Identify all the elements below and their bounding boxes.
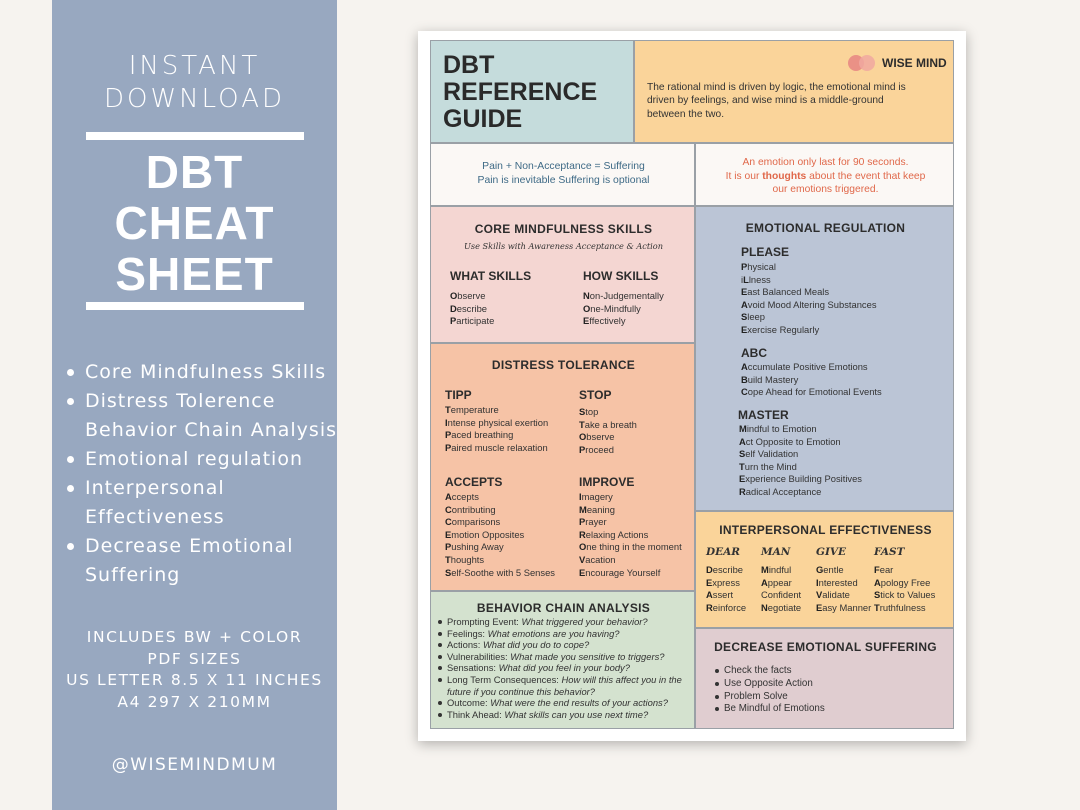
- instant-text: INSTANT: [128, 51, 261, 81]
- what-skills-list: Observe Describe Participate: [450, 290, 495, 327]
- feature-item: Behavior Chain Analysis: [85, 419, 338, 441]
- sheet-title: [443, 52, 597, 133]
- abc-title: ABC: [741, 346, 767, 360]
- mindfulness-title: CORE MINDFULNESS SKILLS: [474, 222, 653, 236]
- please-list: Physical iLlness East Balanced Meals Avoid Mood Altering Substances Sleep Exercise Regularly: [741, 261, 877, 335]
- abc-list: Accumulate Positive Emotions Build Mastery Cope Ahead for Emotional Events: [741, 361, 882, 398]
- emotion-text: An emotion only last for 90 seconds. It is our thoughts about the event that keep our emotions triggered.: [725, 157, 926, 195]
- wise-mind-box: [634, 40, 954, 143]
- feature-item: Distress Tolerence: [66, 387, 337, 416]
- stop-list: Stop Take a breath Observe Proceed: [579, 406, 637, 455]
- what-skills-title: WHAT SKILLS: [450, 269, 532, 283]
- chain-item: Vulnerabilities: What made you sensitive to triggers?: [437, 651, 682, 663]
- give-list: Gentle Interested Validate Easy Manner: [816, 564, 872, 613]
- distress-title: DISTRESS TOLERANCE: [491, 358, 636, 372]
- how-skills-title: HOW SKILLS: [583, 269, 659, 283]
- title-box: [430, 40, 634, 143]
- chain-item: Actions: What did you do to cope?: [437, 639, 682, 651]
- feature-item: Emotional regulation: [66, 445, 337, 474]
- improve-title: IMPROVE: [579, 475, 635, 489]
- sheet-title-line: DBT: [443, 51, 495, 79]
- emotional-title: EMOTIONAL REGULATION: [745, 221, 906, 235]
- feature-list: [66, 358, 337, 590]
- improve-list: Imagery Meaning Prayer Relaxing Actions One thing in the moment Vacation Encourage Yourself: [579, 491, 682, 578]
- promo-title-line: DBT: [145, 146, 244, 198]
- please-title: PLEASE: [741, 245, 790, 259]
- promo-title-line: SHEET: [115, 248, 274, 300]
- pain-box: [430, 143, 695, 206]
- dear-title: DEAR: [706, 546, 740, 558]
- chain-item: Think Ahead: What skills can you use next time?: [437, 709, 682, 721]
- top-rule: [86, 132, 304, 140]
- chain-item: Long Term Consequences: How will this affect you in the future if you continue this behavior?: [437, 674, 682, 697]
- stop-title: STOP: [579, 388, 612, 402]
- tipp-list: Temperature Intense physical exertion Paced breathing Paired muscle relaxation: [445, 404, 549, 453]
- pain-text: Pain + Non-Acceptance = Suffering Pain is inevitable Suffering is optional: [477, 161, 650, 186]
- promo-panel: [52, 0, 337, 810]
- give-title: GIVE: [816, 546, 847, 558]
- mindfulness-section: [430, 206, 695, 343]
- format-line: PDF SIZES: [147, 649, 242, 668]
- master-title: MASTER: [738, 408, 789, 422]
- download-text: DOWNLOAD: [103, 84, 285, 114]
- format-line: INCLUDES BW + COLOR: [86, 628, 303, 646]
- chain-item: Outcome: What were the end results of your actions?: [437, 697, 682, 709]
- fast-list: Fear Apology Free Stick to Values Truthfulness: [874, 564, 936, 613]
- wise-mind-label: WISE MIND: [882, 56, 947, 70]
- chain-list: [437, 616, 682, 720]
- distress-section: [430, 343, 695, 591]
- feature-item: Interpersonal: [66, 474, 337, 503]
- social-handle: @WISEMINDMUM: [111, 755, 278, 775]
- emotional-section: [695, 206, 954, 511]
- feature-item: Suffering: [85, 564, 181, 586]
- chain-section: [430, 591, 695, 729]
- accepts-list: Accepts Contributing Comparisons Emotion Opposites Pushing Away Thoughts Self-Soothe with 5 Senses: [445, 491, 555, 578]
- chain-title: BEHAVIOR CHAIN ANALYSIS: [476, 601, 651, 615]
- reference-sheet: [418, 31, 966, 741]
- chain-item: Prompting Event: What triggered your behavior?: [437, 616, 682, 628]
- dear-list: Describe Express Assert Reinforce: [706, 564, 747, 613]
- interpersonal-title: INTERPERSONAL EFFECTIVENESS: [719, 523, 932, 537]
- bottom-rule: [86, 302, 304, 310]
- instant-download-label: [52, 50, 337, 116]
- feature-item: Effectiveness: [85, 506, 225, 528]
- decrease-list: [714, 665, 825, 716]
- wise-mind-text: The rational mind is driven by logic, the emotional mind is driven by feelings, and wise mind is a middle-ground between the two.: [647, 82, 906, 120]
- wise-mind-icon: [847, 54, 877, 72]
- decrease-title: DECREASE EMOTIONAL SUFFERING: [714, 640, 937, 654]
- man-list: Mindful Appear Confident Negotiate: [761, 564, 802, 613]
- decrease-item: Check the facts: [714, 665, 825, 678]
- emotion-box: [695, 143, 954, 206]
- feature-item: Decrease Emotional: [66, 532, 337, 561]
- decrease-item: Be Mindful of Emotions: [714, 703, 825, 716]
- format-line: US LETTER 8.5 X 11 INCHES: [66, 671, 323, 689]
- feature-item: Core Mindfulness Skills: [66, 358, 337, 387]
- promo-title-line: CHEAT: [114, 197, 275, 249]
- decrease-section: [695, 628, 954, 729]
- sheet-title-line: GUIDE: [443, 105, 523, 133]
- how-skills-list: Non-Judgementally One-Mindfully Effectively: [583, 290, 664, 327]
- promo-title: [52, 147, 337, 300]
- man-title: MAN: [761, 546, 791, 558]
- chain-item: Sensations: What did you feel in your body?: [437, 662, 682, 674]
- chain-item: Feelings: What emotions are you having?: [437, 628, 682, 640]
- sheet-title-line: REFERENCE: [443, 78, 598, 106]
- formats-info: [52, 627, 337, 713]
- mindfulness-subtitle: Use Skills with Awareness Acceptance & Action: [463, 241, 664, 251]
- master-list: Mindful to Emotion Act Opposite to Emotion Self Validation Turn the Mind Experience Building Positives Radical Acceptance: [739, 423, 862, 497]
- decrease-item: Problem Solve: [714, 691, 825, 704]
- decrease-item: Use Opposite Action: [714, 678, 825, 691]
- accepts-title: ACCEPTS: [445, 475, 503, 489]
- fast-title: FAST: [874, 546, 905, 558]
- tipp-title: TIPP: [445, 388, 472, 402]
- format-line: A4 297 X 210MM: [117, 692, 272, 711]
- interpersonal-section: [695, 511, 954, 628]
